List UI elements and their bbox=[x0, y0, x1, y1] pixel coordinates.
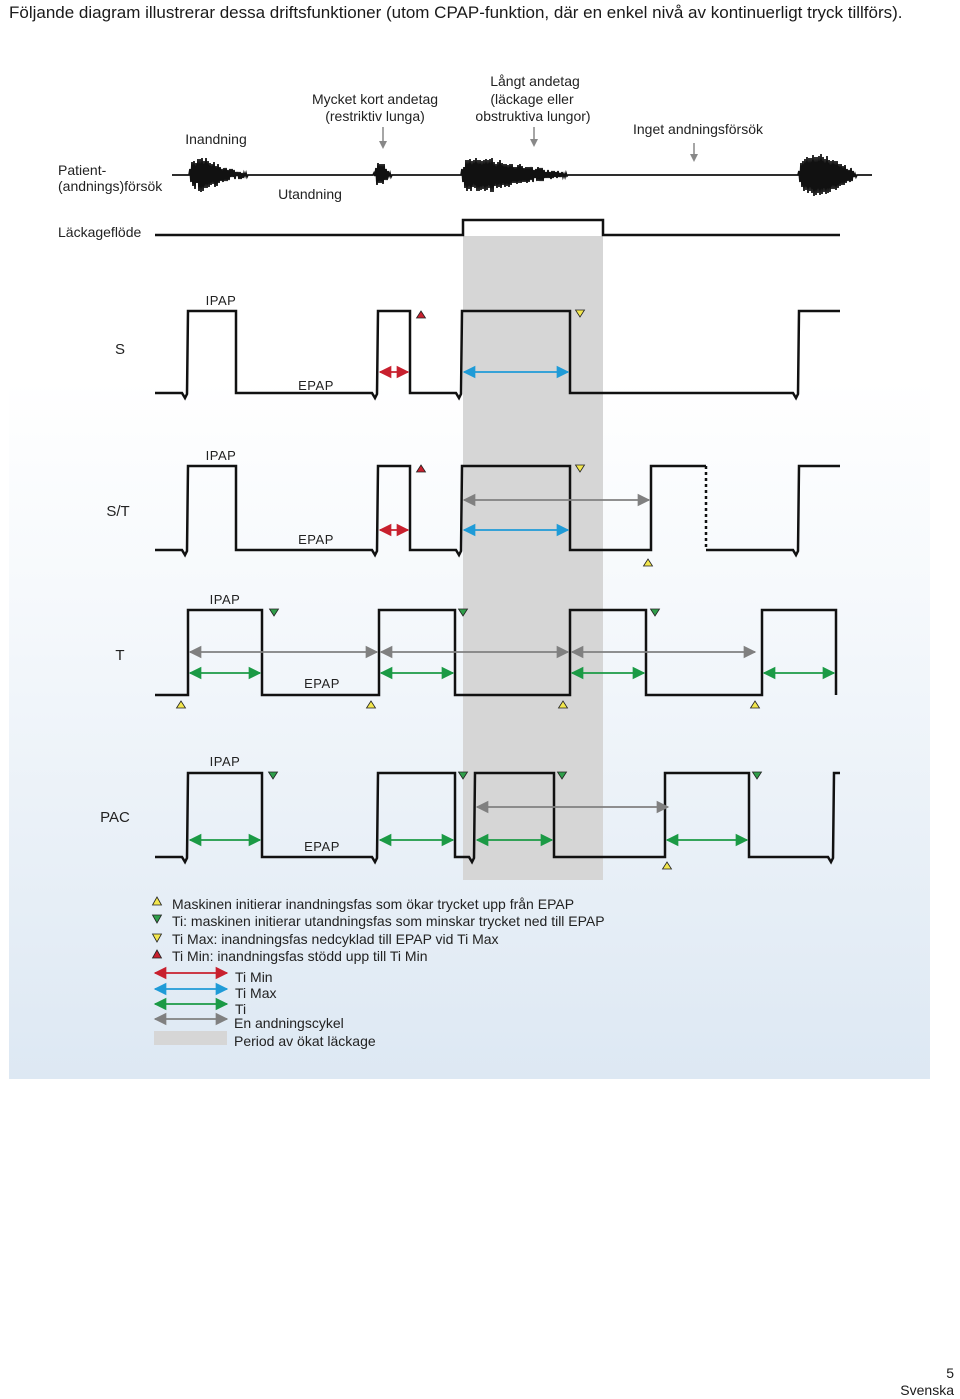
st-ti-min-triangle bbox=[417, 465, 426, 472]
page-number: 5 bbox=[946, 1365, 954, 1381]
row-label-patient-line2: (andnings)försök bbox=[58, 178, 163, 194]
legend-green-down-triangle bbox=[153, 915, 162, 923]
s-ti-min-triangle bbox=[417, 311, 426, 318]
footer-language: Svenska bbox=[900, 1382, 954, 1398]
legend-ti-cycle: Ti: maskinen initierar utandningsfas som minskar trycket ned till EPAP bbox=[172, 913, 605, 929]
s-epap-label: EPAP bbox=[298, 378, 334, 393]
legend-ti-min-support: Ti Min: inandningsfas stödd upp till Ti Min bbox=[172, 948, 428, 964]
s-ipap-label: IPAP bbox=[205, 293, 237, 308]
pac-epap-label: EPAP bbox=[304, 839, 340, 854]
label-inandning: Inandning bbox=[185, 131, 247, 147]
mode-label-s: S bbox=[114, 341, 126, 358]
legend-ti-max: Ti Max bbox=[235, 985, 277, 1001]
legend-red-up-triangle bbox=[153, 950, 162, 958]
t-ipap-label: IPAP bbox=[209, 592, 241, 607]
st-epap-label: EPAP bbox=[298, 532, 334, 547]
label-kort-line1: Mycket kort andetag bbox=[311, 91, 439, 107]
st-ipap-label: IPAP bbox=[205, 448, 237, 463]
mode-label-t: T bbox=[115, 647, 125, 664]
legend-ti-min: Ti Min bbox=[235, 969, 273, 985]
pac-machine-trigger-triangle bbox=[663, 862, 672, 869]
label-kort-line2: (restriktiv lunga) bbox=[325, 108, 425, 124]
patient-effort-waveform bbox=[172, 154, 872, 196]
pac-ipap-label: IPAP bbox=[209, 754, 241, 769]
legend bbox=[153, 896, 605, 1049]
legend-leak-period: Period av ökat läckage bbox=[234, 1033, 376, 1049]
st-machine-trigger-triangle bbox=[644, 559, 653, 566]
page-footer bbox=[900, 1365, 954, 1399]
row-label-patient-line1: Patient- bbox=[58, 162, 107, 178]
mode-label-pac: PAC bbox=[100, 809, 130, 826]
legend-leak-swatch bbox=[154, 1031, 227, 1045]
leak-period-band bbox=[463, 236, 603, 880]
legend-yellow-down-triangle bbox=[153, 934, 162, 942]
legend-machine-trigger: Maskinen initierar inandningsfas som ökar trycket upp från EPAP bbox=[172, 896, 575, 912]
label-langt-line2: (läckage eller bbox=[490, 91, 574, 107]
label-langt-line1: Långt andetag bbox=[490, 73, 580, 89]
row-label-lackage: Läckageflöde bbox=[58, 224, 142, 240]
legend-breath-cycle: En andningscykel bbox=[234, 1015, 344, 1031]
t-epap-label: EPAP bbox=[304, 676, 340, 691]
legend-yellow-up-triangle bbox=[153, 897, 162, 905]
legend-ti-max-cycle: Ti Max: inandningsfas nedcyklad till EPAP vid Ti Max bbox=[172, 931, 499, 947]
label-langt-line3: obstruktiva lungor) bbox=[475, 108, 591, 124]
intro-text: Följande diagram illustrerar dessa driftsfunktioner (utom CPAP-funktion, där en enkel nivå av kontinuerligt tryck tillförs). bbox=[9, 3, 903, 22]
leak-flow-line bbox=[155, 220, 840, 235]
label-utandning: Utandning bbox=[278, 186, 342, 202]
label-inget: Inget andningsförsök bbox=[633, 121, 763, 137]
mode-label-st: S/T bbox=[106, 503, 130, 520]
legend-ti: Ti bbox=[235, 1001, 247, 1017]
